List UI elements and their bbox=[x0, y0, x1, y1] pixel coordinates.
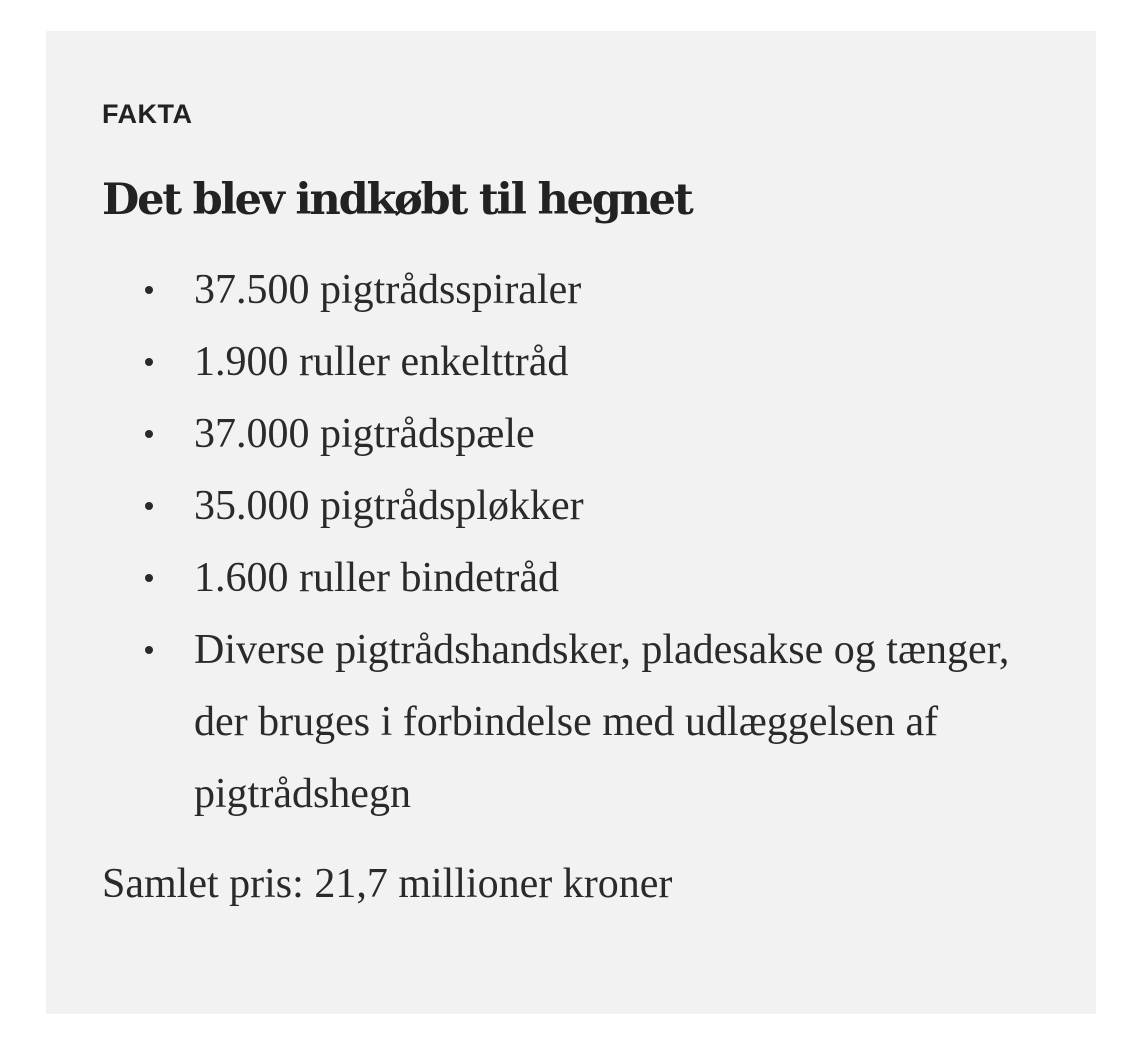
list-item-text: Diverse pigtrådshandsker, pladesakse og tænger, der bruges i forbindelse med udlæggelsen af pigtrådshegn bbox=[194, 627, 1010, 817]
list-item-text: 1.600 ruller bindetråd bbox=[194, 555, 560, 601]
bullet-icon bbox=[145, 430, 153, 438]
fact-box bbox=[46, 31, 1096, 1014]
list-item-text: 1.900 ruller enkelttråd bbox=[194, 339, 569, 385]
fact-label: FAKTA bbox=[102, 99, 193, 129]
fact-title: Det blev indkøbt til hegnet bbox=[102, 175, 692, 225]
list-item-text: 37.500 pigtrådsspiraler bbox=[194, 267, 582, 313]
bullet-icon bbox=[145, 574, 153, 582]
bullet-icon bbox=[145, 646, 153, 654]
bullet-icon bbox=[145, 358, 153, 366]
list-item-text: 35.000 pigtrådspløkker bbox=[194, 483, 584, 529]
list-item bbox=[102, 254, 1040, 326]
list-item bbox=[102, 470, 1040, 542]
list-item bbox=[102, 326, 1040, 398]
fact-list bbox=[102, 254, 1040, 830]
fact-total: Samlet pris: 21,7 millioner kroner bbox=[102, 861, 673, 907]
bullet-icon bbox=[145, 286, 153, 294]
bullet-icon bbox=[145, 502, 153, 510]
list-item bbox=[102, 614, 1054, 830]
list-item bbox=[102, 542, 1040, 614]
list-item-text: 37.000 pigtrådspæle bbox=[194, 411, 535, 457]
list-item bbox=[102, 398, 1040, 470]
